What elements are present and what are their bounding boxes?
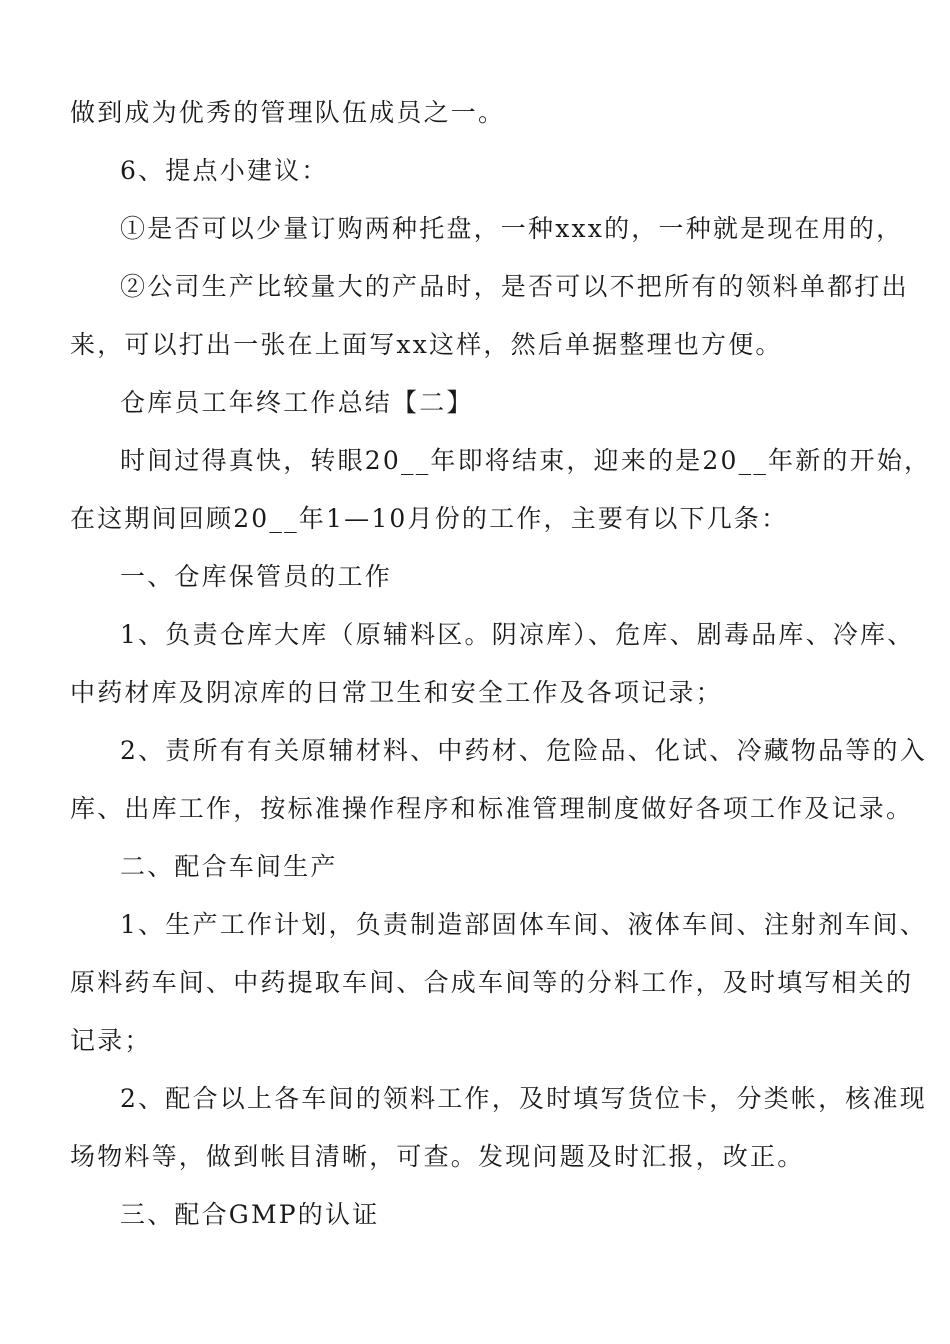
paragraph-line: 1、生产工作计划，负责制造部固体车间、液体车间、注射剂车间、 xyxy=(120,910,927,939)
subsection-heading: 一、仓库保管员的工作 xyxy=(120,562,393,591)
paragraph-line: 在这期间回顾20__年1—10月份的工作，主要有以下几条： xyxy=(70,504,789,533)
paragraph-line: 场物料等，做到帐目清晰，可查。发现问题及时汇报，改正。 xyxy=(70,1142,805,1171)
paragraph-line: 6、提点小建议： xyxy=(120,156,329,185)
section-heading: 仓库员工年终工作总结【二】 xyxy=(120,388,474,417)
paragraph-line: ①是否可以少量订购两种托盘，一种xxx的，一种就是现在用的， xyxy=(120,214,904,243)
paragraph-line: 原料药车间、中药提取车间、合成车间等的分料工作，及时填写相关的 xyxy=(70,968,914,997)
paragraph-line: 来，可以打出一张在上面写xx这样，然后单据整理也方便。 xyxy=(70,330,783,359)
paragraph-line: 时间过得真快，转眼20__年即将结束，迎来的是20__年新的开始， xyxy=(120,446,932,475)
paragraph-line: 2、配合以上各车间的领料工作，及时填写货位卡，分类帐，核准现 xyxy=(120,1084,927,1113)
subsection-heading: 二、配合车间生产 xyxy=(120,852,338,881)
paragraph-line: 中药材库及阴凉库的日常卫生和安全工作及各项记录； xyxy=(70,678,723,707)
paragraph-line: 记录； xyxy=(70,1026,152,1055)
subsection-heading: 三、配合GMP的认证 xyxy=(120,1200,380,1229)
paragraph-line: 做到成为优秀的管理队伍成员之一。 xyxy=(70,98,506,127)
paragraph-line: 库、出库工作，按标准操作程序和标准管理制度做好各项工作及记录。 xyxy=(70,794,914,823)
paragraph-line: ②公司生产比较量大的产品时，是否可以不把所有的领料单都打出 xyxy=(120,272,909,301)
paragraph-line: 1、负责仓库大库（原辅料区。阴凉库）、危库、剧毒品库、冷库、 xyxy=(120,620,915,649)
paragraph-line: 2、责所有有关原辅材料、中药材、危险品、化试、冷藏物品等的入 xyxy=(120,736,927,765)
